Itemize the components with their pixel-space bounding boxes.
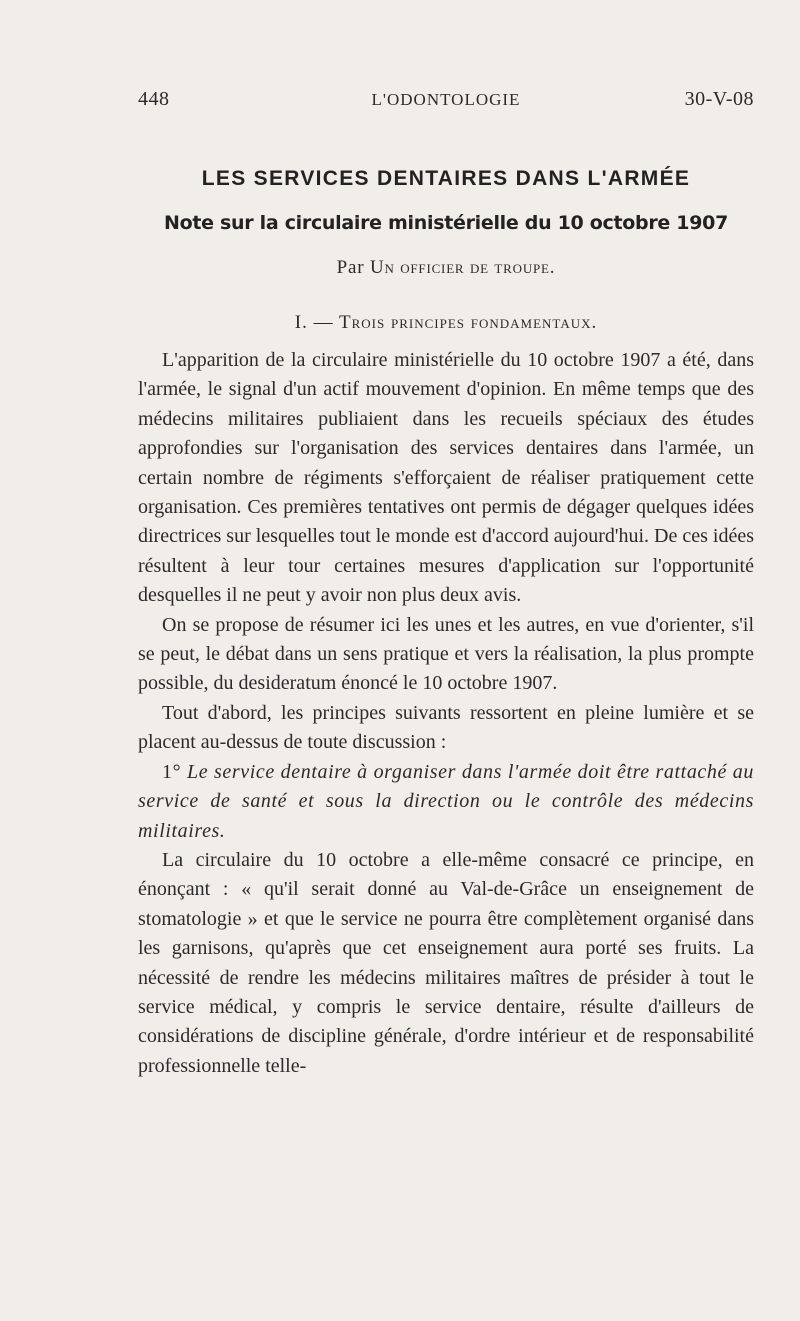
byline-prefix: Par bbox=[336, 257, 365, 278]
article-byline bbox=[138, 257, 754, 279]
article-title: LES SERVICES DENTAIRES DANS L'ARMÉE bbox=[201, 167, 691, 190]
principle-text: Le service dentaire à organiser dans l'armée doit être rattaché au service de santé et sous la direction ou le contrôle des médecins militaires. bbox=[138, 760, 754, 842]
paragraph: On se propose de résumer ici les unes et les autres, en vue d'orienter, s'il se peut, le débat dans un sens pratique et vers la réalisation, la plus prompte possible, du desideratum énoncé le 10 octobre 1907. bbox=[138, 613, 754, 695]
page-number: 448 bbox=[138, 88, 170, 110]
paragraph: L'apparition de la circulaire ministérielle du 10 octobre 1907 a été, dans l'armée, le signal d'un actif mouvement d'opinion. En même temps que des médecins militaires publiaient dans les recueils spéciaux des études approfondies sur l'organisation des services dentaires dans l'armée, un certain nombre de régiments s'efforçaient de réaliser pratiquement cette organisation. Ces premières tentatives ont permis de dégager quelques idées directrices sur lesquelles tout le monde est d'accord aujourd'hui. De ces idées résultent à leur tour certaines mesures d'application sur l'opportunité desquelles il ne peut y avoir non plus deux avis. bbox=[138, 349, 754, 607]
paragraph: La circulaire du 10 octobre a elle-même consacré ce principe, en énonçant : « qu'il serait donné au Val-de-Grâce un enseignement de stomatologie » et que le service ne pourra être complètement organisé dans les garnisons, qu'après que cet enseignement aura porté ses fruits. La nécessité de rendre les médecins militaires maîtres de présider à tout le service médical, y compris le service dentaire, résulte d'ailleurs de considérations de discipline générale, d'ordre intérieur et de responsabilité professionnelle telle- bbox=[138, 848, 754, 1077]
paragraph: Tout d'abord, les principes suivants ressortent en pleine lumière et se placent au-dessus de toute discussion : bbox=[138, 701, 754, 754]
article-subtitle: Note sur la circulaire ministérielle du 10 octobre 1907 bbox=[164, 212, 728, 234]
issue-date: 30-V-08 bbox=[684, 88, 754, 110]
principle-paragraph bbox=[138, 758, 754, 846]
journal-title: L'ODONTOLOGIE bbox=[371, 90, 521, 109]
section-heading: I. — Trois principes fondamentaux. bbox=[294, 312, 598, 333]
body-text bbox=[138, 346, 754, 1081]
running-header bbox=[138, 88, 754, 118]
byline-author: Un officier de troupe. bbox=[369, 257, 556, 278]
principle-number: 1° bbox=[162, 760, 182, 783]
